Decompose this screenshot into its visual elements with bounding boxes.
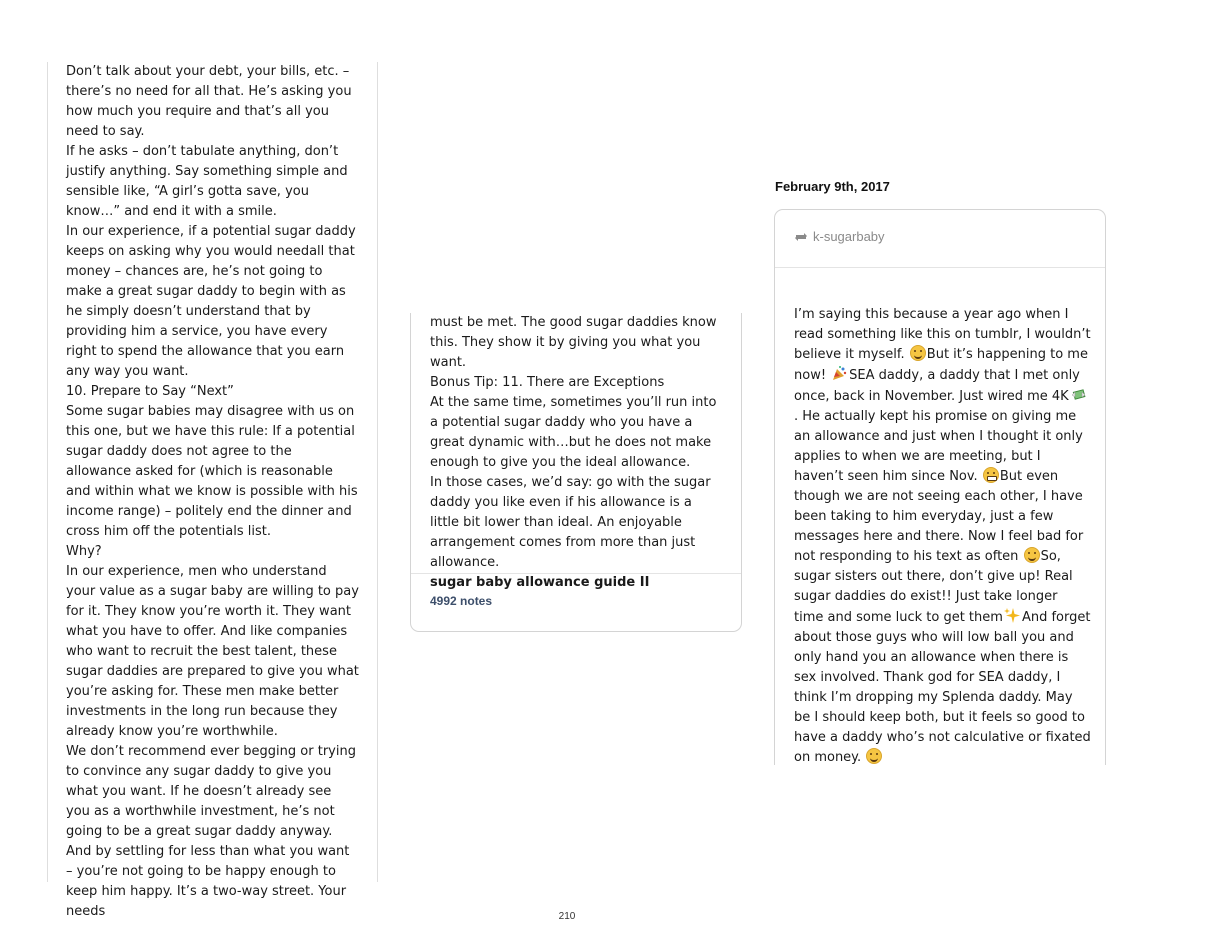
post-text-segment: So, sugar sisters out there, don’t give up! Real sugar daddies do exist!! Just take longer time and some luck to get them: [794, 549, 1073, 625]
paragraph: must be met. The good sugar daddies know this. They show it by giving you what you want.: [430, 315, 717, 370]
post-title-link[interactable]: sugar baby allowance guide II: [430, 575, 650, 590]
paragraph: In those cases, we’d say: go with the sugar daddy you like even if his allowance is a little bit lower than ideal. An enjoyable arrangement comes from more than just allowance.: [430, 475, 711, 570]
right-post-card: [774, 209, 1106, 765]
paragraph-heading: Bonus Tip: 11. There are Exceptions: [430, 375, 665, 390]
grimace-emoji-icon: [983, 467, 999, 483]
paragraph: We don’t recommend ever begging or trying to convince any sugar daddy to give you what you want. If he doesn’t already see you as a worthwhile investment, he’s not going to be a great sugar daddy anyway.: [66, 744, 356, 839]
tongue-wink-emoji-icon: [1024, 547, 1040, 563]
left-column-text: [48, 62, 377, 922]
middle-post-card: [410, 313, 742, 632]
reblog-username[interactable]: k-sugarbaby: [813, 229, 885, 244]
paragraph: Why?: [66, 544, 102, 559]
paragraph: If he asks – don’t tabulate anything, don’t justify anything. Say something simple and sensible like, “A girl’s gotta save, you know…” and end it with a smile.: [66, 144, 348, 219]
post-text-segment: SEA daddy, a daddy that I met only once, back in November. Just wired me 4K: [794, 368, 1080, 404]
paragraph: In our experience, men who understand your value as a sugar baby are willing to pay for it. They know you’re worth it. They want what you have to offer. And like companies who want to recruit the best talent, these sugar daddies are prepared to give you what you’re asking for. These men make better investments in the long run because they already know you’re worthwhile.: [66, 564, 359, 739]
paragraph: Don’t talk about your debt, your bills, etc. – there’s no need for all that. He’s asking you how much you require and that’s all you need to say.: [66, 64, 352, 139]
paragraph: In our experience, if a potential sugar daddy keeps on asking why you would needall that money – chances are, he’s not going to make a great sugar daddy to begin with as he simply doesn’t understand that by providing him a service, you have every right to spend the allowance that you earn any way you want.: [66, 224, 356, 379]
reblog-header[interactable]: [794, 229, 885, 244]
post-body: [794, 305, 1091, 768]
relieved-emoji-icon: [866, 748, 882, 764]
reblog-icon: [794, 231, 808, 243]
paragraph: And by settling for less than what you want – you’re not going to be happy enough to keep him happy. It’s a two-way street. Your needs: [66, 844, 350, 919]
post-date: February 9th, 2017: [775, 179, 890, 194]
post-text-segment: But it’s happening to me now!: [794, 347, 1088, 383]
post-text-segment: . He actually kept his promise on giving me an allowance and just when I thought it only applies to when we are meeting, but I haven’t seen him since Nov.: [794, 409, 1083, 484]
paragraph: At the same time, sometimes you’ll run into a potential sugar daddy who you have a great dynamic with…but he does not make enough to give you the ideal allowance.: [430, 395, 717, 470]
paragraph-heading: 10. Prepare to Say “Next”: [66, 384, 234, 399]
page-number: 210: [558, 911, 576, 922]
money-wings-emoji-icon: [1070, 386, 1087, 403]
middle-post-text: [411, 313, 741, 593]
left-text-column: [47, 62, 378, 919]
post-text-segment: I’m saying this because a year ago when I read something like this on tumblr, I wouldn’t believe it myself.: [794, 307, 1091, 362]
post-text-segment: But even though we are not seeing each other, I have been taking to him everyday, just a few messages here and there. Now I feel bad for not responding to his text as often: [794, 469, 1084, 564]
sweat-smile-emoji-icon: [910, 345, 926, 361]
post-text-segment: And forget about those guys who will low ball you and only hand you an allowance when there is sex involved. Thank god for SEA daddy, I think I’m dropping my Splenda daddy. May be I should keep both, but it feels so good to have a daddy who’s not calculative or fixated on money.: [794, 610, 1091, 765]
card-divider: [411, 573, 741, 574]
notes-count[interactable]: 4992 notes: [430, 594, 493, 608]
sparkles-emoji-icon: [1004, 607, 1021, 624]
card-divider: [775, 267, 1105, 268]
paragraph: Some sugar babies may disagree with us on this one, but we have this rule: If a potential sugar daddy does not agree to the allowance asked for (which is reasonable and within what we know is possible with his income range) – politely end the dinner and cross him off the potentials list.: [66, 404, 358, 539]
party-popper-emoji-icon: [831, 365, 848, 382]
